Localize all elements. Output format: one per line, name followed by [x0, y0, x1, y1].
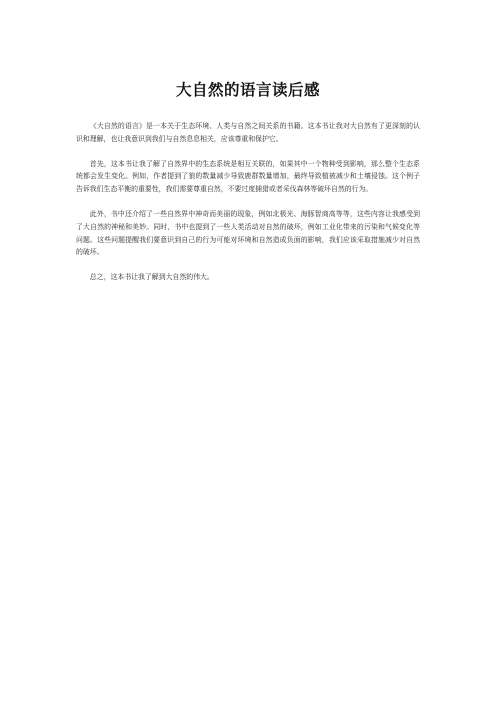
paragraph-1: 《大自然的语言》是一本关于生态环境、人类与自然之间关系的书籍。这本书让我对大自然有了更深刻的认识和理解，也让我意识到我们与自然息息相关，应该尊重和保护它。	[76, 122, 420, 143]
document-title: 大自然的语言读后感	[175, 81, 320, 99]
paragraph-4: 总之，这本书让我了解到大自然的伟大。	[89, 273, 214, 282]
document-body	[76, 120, 420, 296]
paragraph-3: 此外，书中还介绍了一些自然界中神奇而美丽的现象，例如北极光、海豚智商高等等，这些内容让我感受到了大自然的神秘和美妙。同时，书中也提到了一些人类活动对自然的破坏，例如工业化带来的污染和气候变化等问题。这些问题提醒我们要意识到自己的行为可能对环境和自然造成负面的影响，我们应该采取措施减少对自然的破坏。	[76, 209, 420, 257]
paragraph-2: 首先，这本书让我了解了自然界中的生态系统是相互关联的，如果其中一个物种受到影响，那么整个生态系统都会发生变化。例如，作者提到了狼的数量减少导致鹿群数量增加，最终导致植被减少和土壤侵蚀。这个例子告诉我们生态平衡的重要性，我们需要尊重自然，不要过度捕猎或者采伐森林等破坏自然的行为。	[76, 159, 420, 194]
